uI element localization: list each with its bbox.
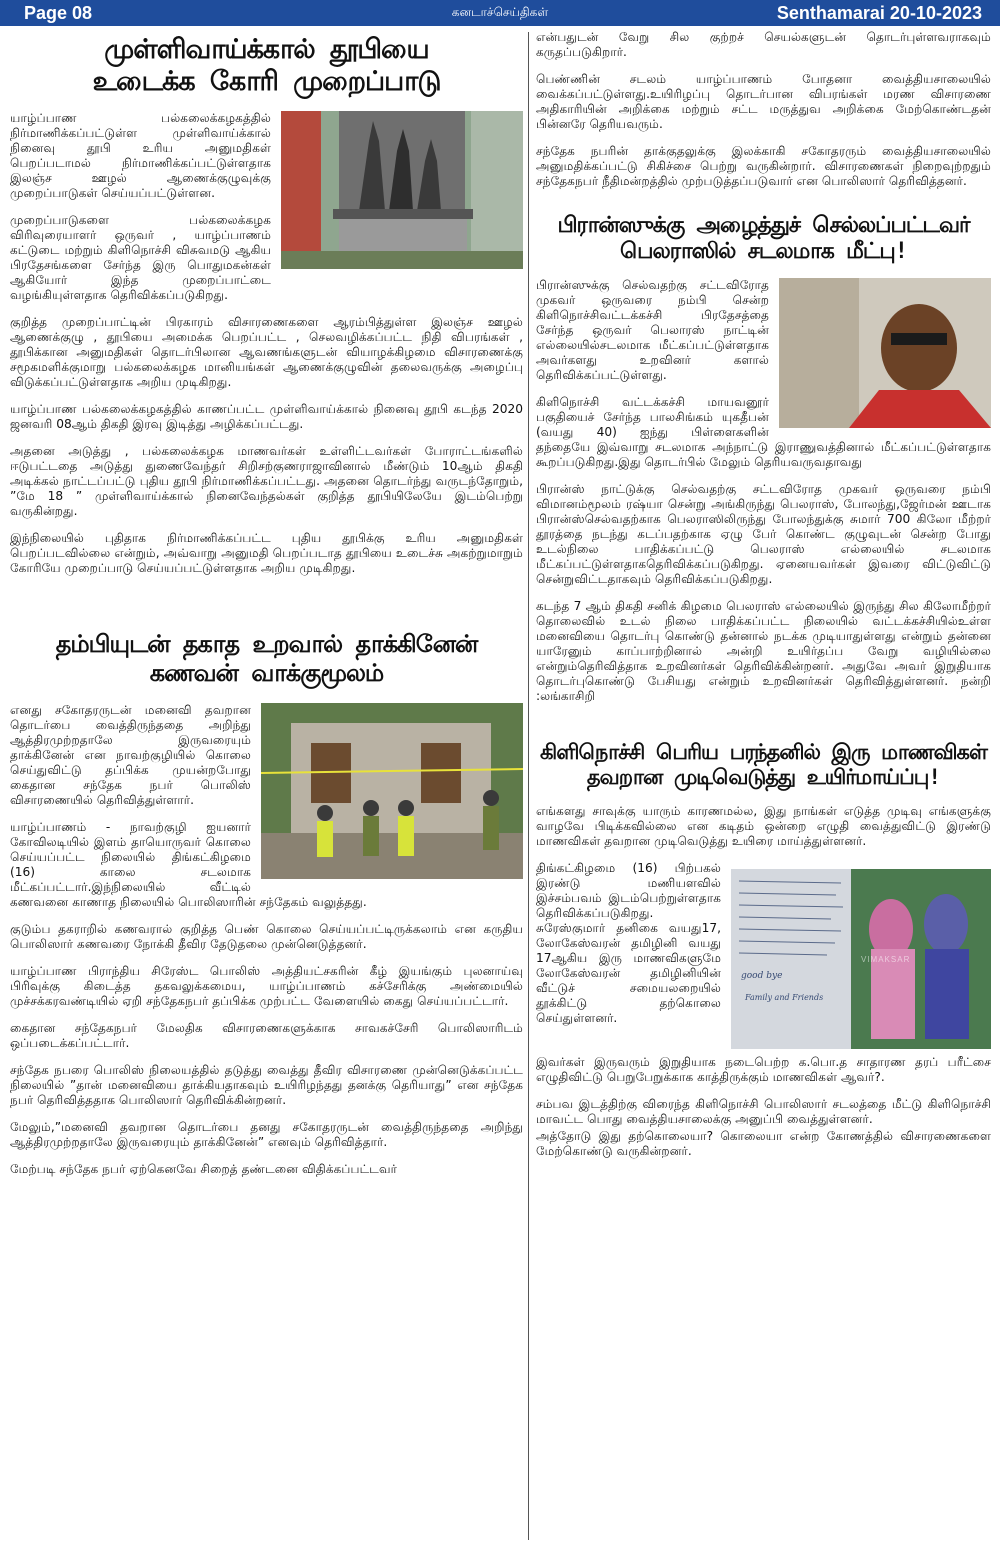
article-1-headline: முள்ளிவாய்க்கால் தூபியை உடைக்க கோரி முறைப்பாடு <box>92 34 441 98</box>
article-3-paragraph: பிரான்ஸ் நாட்டுக்கு செல்வதற்கு சட்டவிரோத முகவர் ஒருவரை நம்பி விமானம்மூலம் ரஷ்யா சென்று அங்கிருந்து பெலராஸ், போலந்து,ஜேர்மன் ஊடாக பிரான்ஸ்செல்வதற்காக பெலராஸிலிருந்து போலந்துக்கு சுமார் 700 கிலோ மீற்றர் தூரத்தை நடந்து கடப்பதற்காக ஏழு பேர் கொண்ட குழுவுடன் சென்ற போது உடல்நிலை பாதிக்கப்பட்டு பெலராஸ் எல்லையில் சடலமாக மீட்கப்பட்டுள்ளதாகதெரிவிக்கப்படுகிறது. ஏனையவர்கள் இவரை விட்டுவிட்டு சென்றுவிட்டதாகவும் தெரிவிக்கப்படுகிறது. <box>536 481 991 586</box>
article-2-continued-paragraph: சந்தேக நபரின் தாக்குதலுக்கு இலக்காகி சகோதரரும் வைத்தியசாலையில் அனுமதிக்கப்பட்டு சிகிச்சை பெற்று வருகின்றார். விசாரணைகள் நிறைவுற்றதும் சந்தேகநபர் நீதிமன்றத்தில் முற்படுத்தப்படுவார் என பொலிஸார் தெரிவித்தனர். <box>536 144 991 188</box>
page-number: Page 08 <box>24 3 93 23</box>
article-2-continued-paragraph: என்பதுடன் வேறு சில குற்றச் செயல்களுடன் தொடர்புள்ளவராகவும் கருதப்படுகிறார். <box>536 30 991 59</box>
article-3-paragraph: கடந்த 7 ஆம் திகதி சனிக் கிழமை பெலராஸ் எல்லையில் இருந்து சில கிலோமீற்றர் தொலைவில் உடல் நிலை பாதிக்கப்பட்ட நிலையில் வட்டக்கச்சியில்உள்ள மனைவியை தொடர்பு கொண்டு தன்னால் நடக்க முடியாதுள்ளது என்றும் தன்னை யாரேனும் காப்பாற்றினால் அன்றி உயிர்தப்ப வேறு வழியில்லை என்றும்தெரிவித்தாக உறவினர்கள் தெரிவிக்கின்றனர். அதுவே அவர் இறுதியாக தொடர்புகொண்டு பேசியது என்றும் உறவினர்கள் தெரிவித்துள்ளனர். நன்றி :லங்காசிறி <box>536 598 991 703</box>
article-4-paragraph: திங்கட்கிழமை (16) பிற்பகல் இரண்டு மணியளவில் இச்சம்பவம் இடம்பெற்றுள்ளதாக தெரிவிக்கப்படுகிறது. சுரேஸ்குமார் தனிகை வயது17, லோகேஸ்வரன் தமிழினி வயது 17ஆகிய இரு மாணவிகளுமே லோகேஸ்வரன் தமிழினியின் வீட்டுச் சமையலறையில் தூக்கிட்டு தற்கொலை செய்துள்ளனர். <box>536 861 721 1026</box>
article-3-photo-portrait <box>779 278 991 428</box>
article-2-paragraph: கைதான சந்தேகநபர் மேலதிக விசாரணைகளுக்காக சாவகச்சேரி பொலிஸாரிடம் ஒப்படைக்கப்பட்டார். <box>10 1021 523 1051</box>
article-2-headline: தம்பியுடன் தகாத உறவால் தாக்கினேன் கணவன் வாக்குமூலம் <box>55 629 478 687</box>
article-2-paragraph: சந்தேக நபரை பொலிஸ் நிலையத்தில் தடுத்து வைத்து தீவிர விசாரணை முன்னெடுக்கப்பட்ட நிலையில் ”தான் மனைவியை தாக்கியதாகவும் உயிரிழந்தது தனக்கு தெரியாது” என சந்தேக நபர் தெரிவித்ததாக பொலிஸார் தெரிவிக்கின்றனர். <box>10 1063 523 1108</box>
article-4-headline: கிளிநொச்சி பெரிய பரந்தனில் இரு மாணவிகள் தவறான முடிவெடுத்து உயிர்மாய்ப்பு! <box>540 739 987 789</box>
article-2-paragraph: குடும்ப தகராறில் கணவரால் குறித்த பெண் கொலை செய்யப்பட்டிருக்கலாம் என கருதிய பொலிஸார் கணவரை நோக்கி தீவிர தேடுதலை முன்னெடுத்தனர். <box>10 922 523 952</box>
article-1-paragraph: இந்நிலையில் புதிதாக நிர்மாணிக்கப்பட்ட புதிய தூபிக்கு உரிய அனுமதிகள் பெறப்படவில்லை என்றும், அவ்வாறு அனுமதி பெறப்படாத தூபியை உடைச்சு அகற்றுமாறும் கோரியே முறைப்பாடு செய்யப்பட்டுள்ளதாக அறிய முடிகிறது. <box>10 530 523 575</box>
article-1-paragraph: அதனை அடுத்து , பல்கலைக்கழக மாணவர்கள் உள்ளிட்டவர்கள் போராட்டங்களில் ஈடுபட்டதை அடுத்து துணைவேந்தர் சிறிசற்குணராஜாவினால் மீண்டும் 10ஆம் திகதி அடிக்கல் நாட்டப்பட்டு புதிய தூபி நிர்மாணிக்கப்பட்டது. அதனை தொடர்ந்து வருடந்தோறும், ”மே 18 ” முள்ளிவாய்க்கால் நினைவேந்தல்கள் குறித்த தூபியிலேயே இடம்பெற்று வருகின்றது. <box>10 443 523 518</box>
article-2-paragraph: எனது சகோதரருடன் மனைவி தவறான தொடர்பை வைத்திருந்ததை அறிந்து ஆத்திரமுற்றதாலே இருவரையும் தாக்கினேன் என நாவற்குழியில் கொலை செய்துவிட்டு தப்பிக்க முயன்றபோது கைதான சந்தேக நபர் பொலிஸ் விசாரணையில் தெரிவித்துள்ளார். <box>10 703 251 808</box>
article-3-headline: பிரான்ஸுக்கு அழைத்துச் செல்லப்பட்டவர் பெலராஸில் சடலமாக மீட்பு! <box>557 213 970 265</box>
article-4-paragraph: சம்பவ இடத்திற்கு விரைந்த கிளிநொச்சி பொலிஸார் சடலத்தை மீட்டு கிளிநொச்சி மாவட்ட பொது வைத்தியசாலைக்கு அனுப்பி வைத்துள்ளனர். <box>536 1097 991 1127</box>
left-column <box>10 30 523 1545</box>
publication-date: Senthamarai 20-10-2023 <box>776 3 982 23</box>
publication-section: கனடாச்செய்திகள் <box>451 5 549 19</box>
page-header <box>0 0 1000 26</box>
article-3-paragraph: பிரான்ஸுக்கு செல்வதற்கு சட்டவிரோத முகவர் ஒருவரை நம்பி சென்ற கிளிநொச்சிவட்டக்கச்சி பிரதேசத்தை சேர்ந்த ஒருவர் பெலாரஸ் நாட்டின் எல்லையில்சடலமாக மீட்கப்பட்டுள்ளதாக அவர்களது உறவினர் களால் தெரிவிக்கப்பட்டுள்ளது. <box>536 277 769 382</box>
column-divider <box>528 32 529 1540</box>
article-2-paragraph: மேலும்,”மனைவி தவறான தொடர்பை தனது சகோதரருடன் வைத்திருந்ததை அறிந்து ஆத்திரமுற்றதாலே இருவரையும் தாக்கினேன்” எனவும் தெரிவித்தார். <box>10 1120 523 1150</box>
letter-note-family: Family and Friends <box>745 993 824 1003</box>
letter-note-goodbye: good bye <box>741 971 783 982</box>
article-1-paragraph: குறித்த முறைப்பாட்டின் பிரகாரம் விசாரணைகளை ஆரம்பித்துள்ள இலஞ்ச ஊழல் ஆணைக்குழு , தூபியை அமைக்க பெறப்பட்ட , செலவழிக்கப்பட்ட நிதி விபரங்கள் , தூபிக்கான அனுமதிகள் தொடர்பிலான ஆவணங்களுடன் வியாழக்கிழமை விசாரணைக்கு சமூகமளிக்குமாறு பல்கலைக்கழக மானியங்கள் ஆணைக்குழுவின் தலைவருக்கு அழைப்பு விடுக்கப்பட்டுள்ளதாக அறிய முடிகிறது. <box>10 314 523 389</box>
article-4-paragraph: இவர்கள் இருவரும் இறுதியாக நடைபெற்ற க.பொ.த சாதாரண தரப் பரீட்சை எழுதிவிட்டு பெறுபேறுக்காக காத்திருக்கும் மாணவிகள் ஆவர்?. <box>536 1055 991 1085</box>
article-1-paragraph: முறைப்பாடுகளை பல்கலைக்கழக விரிவுரையாளர் ஒருவர் , யாழ்ப்பாணம் கட்டுடை மற்றும் கிளிநொச்சி விசுவமடு ஆகிய பிரதேசங்களை சேர்ந்த இரு பொதுமகன்கள் ஆகியோர் இந்த முறைப்பாட்டை வழங்கியுள்ளதாக தெரிவிக்கப்படுகிறது. <box>10 212 271 302</box>
article-1-paragraph: யாழ்ப்பாண பல்கலைக்கழகத்தில் காணப்பட்ட முள்ளிவாய்க்கால் நினைவு தூபி கடந்த 2020 ஜனவரி 08ஆம் திகதி இரவு இடித்து அழிக்கப்பட்டது. <box>10 401 523 431</box>
photo-watermark: VIMAKSAR <box>861 955 911 965</box>
article-4-paragraph: அத்தோடு இது தற்கொலையா? கொலையா என்ற கோணத்தில் விசாரணைகளை மேற்கொண்டு வருகின்றனர். <box>536 1129 991 1159</box>
article-4-paragraph: எங்களது சாவுக்கு யாரும் காரணமல்ல, இது நாங்கள் எடுத்த முடிவு எங்களுக்கு வாழவே பிடிக்கவில்லை என கடிதம் ஒன்றை எழுதி வைத்துவிட்டு இரண்டு மாணவிகள் தவறான முடிவெடுத்து உயிரை மாய்த்துள்ளனர். <box>536 804 991 849</box>
article-3-paragraph: கிளிநொச்சி வட்டக்கச்சி மாயவனூர் பகுதியைச் சேர்ந்த பாலசிங்கம் யுகதீபன் (வயது 40) ஐந்து பிள்ளைகளின் தந்தையே இவ்வாறு சடலமாக அந்நாட்டு இராணுவத்தினால் மீட்கப்பட்டுள்ளதாக கூறப்படுகிறது.இது தொடர்பில் மேலும் தெரியவருவதாவது <box>536 394 991 469</box>
article-1-photo-monument <box>281 111 523 269</box>
article-2-paragraph: யாழ்ப்பாண பிராந்திய சிரேஸ்ட பொலிஸ் அத்தியட்சகரின் கீழ் இயங்கும் புலனாய்வு பிரிவுக்கு கிடைத்த தகவலுக்கமைய, யாழ்ப்பாணம் கச்சேரிக்கு அண்மையில் முச்சக்கரவண்டியில் ஏறி சந்தேகநபர் தப்பிக்க முற்பட்ட வேளையில் கைது செய்யப்பட்டார். <box>10 964 523 1009</box>
article-2-paragraph: மேற்படி சந்தேக நபர் ஏற்கெனவே சிறைத் தண்டனை விதிக்கப்பட்டவர் <box>10 1162 398 1177</box>
article-2-continued-paragraph: பெண்ணின் சடலம் யாழ்ப்பாணம் போதனா வைத்தியசாலையில் வைக்கப்பட்டுள்ளது.உயிரிழப்பு தொடர்பான விபரங்கள் மரண விசாரணை அதிகாரியின் அறிக்கை மற்றும் சட்ட மருத்துவ அறிக்கை மேற்கொண்டதன் பின்னரே தெரியவரும். <box>536 72 991 131</box>
article-4-photo-letter <box>731 869 991 1049</box>
article-2-paragraph: யாழ்ப்பாணம் - நாவற்குழி ஐயனார் கோவிலடியில் இளம் தாயொருவர் கொலை செய்யப்பட்ட நிலையில் திங்கட்கிழமை (16) காலை சடலமாக மீட்கப்பட்டார்.இந்நிலையில் வீட்டில் கணவனை காணாத நிலையில் பொலிஸாரின் சந்தேகம் வலுத்தது. <box>10 820 367 910</box>
article-2-photo-crime-scene <box>261 703 523 879</box>
article-1-paragraph: யாழ்ப்பாண பல்கலைக்கழகத்தில் நிர்மாணிக்கப்பட்டுள்ள முள்ளிவாய்க்கால் நினைவு தூபி உரிய அனுமதிகள் பெறப்படாமல் நிர்மாணிக்கப்பட்டுள்ளதாக இலஞ்ச ஊழல் ஆணைக்குழுவுக்கு முறைப்பாடுகள் செய்யப்பட்டுள்ளன. <box>10 110 271 200</box>
right-column <box>536 30 991 1545</box>
